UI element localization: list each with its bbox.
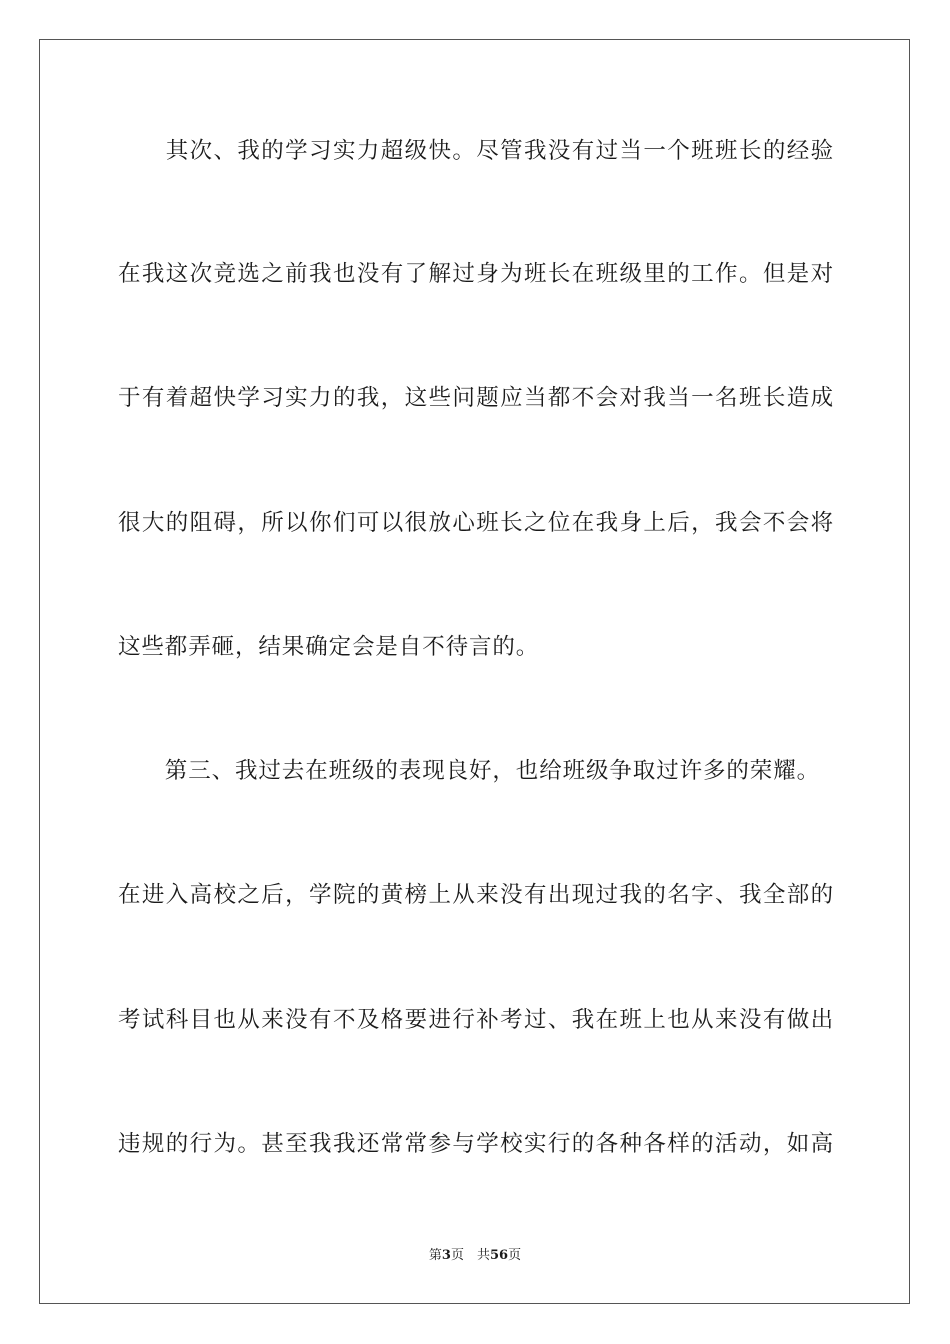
text-line-2: 在我这次竞选之前我也没有了解过身为班长在班级里的工作。但是对 [118,261,834,287]
footer-prefix: 第 [428,1248,442,1263]
text-line-1: 其次、我的学习实力超级快。尽管我没有过当一个班班长的经验 [118,138,834,164]
text-line-6: 第三、我过去在班级的表现良好，也给班级争取过许多的荣耀。 [118,758,821,784]
footer-middle: 页 共 [450,1248,490,1263]
page-border [39,39,910,1304]
footer-total-pages: 56 [489,1248,509,1263]
text-line-9: 违规的行为。甚至我我还常常参与学校实行的各种各样的活动，如高 [118,1131,834,1157]
text-line-3: 于有着超快学习实力的我，这些问题应当都不会对我当一名班长造成 [118,385,834,411]
footer-suffix: 页 [508,1248,522,1263]
text-line-5: 这些都弄砸，结果确定会是自不待言的。 [118,634,540,660]
text-line-7: 在进入高校之后，学院的黄榜上从来没有出现过我的名字、我全部的 [118,882,834,908]
page-footer [0,1247,950,1265]
footer-page-number: 3 [441,1248,451,1263]
text-line-8: 考试科目也从来没有不及格要进行补考过、我在班上也从来没有做出 [118,1007,834,1033]
text-line-4: 很大的阻碍，所以你们可以很放心班长之位在我身上后，我会不会将 [118,510,834,536]
